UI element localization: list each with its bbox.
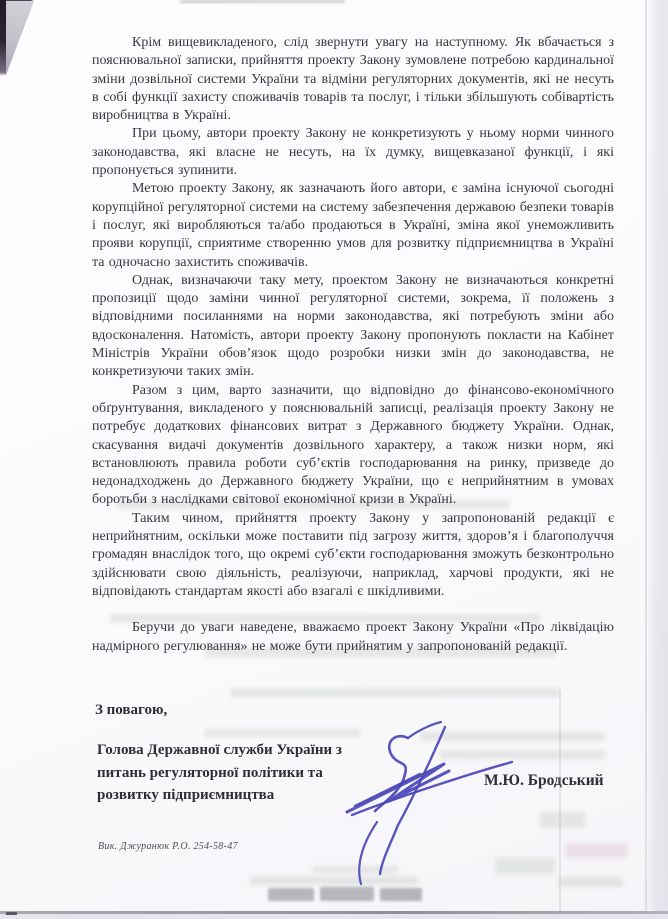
scan-edge-top-left-strip <box>0 0 6 76</box>
paragraph: Разом з цим, варто зазначити, що відповідно до фінансово-економічного обґрунтування, викладеного у пояснювальній записці, реалізація проекту Закону не потребує додаткових фінансових витрат з Державного бюджету України. Однак, скасування видачі документів дозвільного характеру, а також низки норм, які встановлюють правила роботи суб’єктів господарювання на ринку, призведе до недонадходжень до Державного бюджету України, що є неприйнятним в умовах боротьби з наслідками світової економічної кризи в Україні. <box>92 382 614 508</box>
signer-title <box>97 739 342 807</box>
ghost-barcode <box>268 888 314 901</box>
signature-ink <box>325 710 525 895</box>
closing-salutation: З повагою, <box>95 702 168 718</box>
letter-body <box>92 34 614 700</box>
paragraph: Беручи до уваги наведене, вважаємо проект Закону України «Про ліквідацію надмірного регулювання» не може бути прийнятим у запропонованій редакції. <box>92 620 614 654</box>
paragraph: Таким чином, прийняття проекту Закону у запропонованій редакції є неприйнятним, оскільки може поставити під загрозу життя, здоров’я і благополуччя громадян внаслідок того, що окремі суб’єкти господарювання зможуть безконтрольно здійснювати свою діяльність, реалізуючи, наприклад, харчові продукти, які не відповідають стандартам якості або взагалі є шкідливими. <box>92 510 614 599</box>
paragraph: Крім вищевикладеного, слід звернути увагу на наступному. Як вбачається з пояснювальної записки, прийняття проекту Закону зумовлене потребою кардинальної зміни дозвільної системи України та відміни регуляторних документів, які не несуть в собі функції захисту споживачів товарів та послуг, і тільки збільшують собівартість виробництва в Україні. <box>92 35 614 124</box>
scan-top-smudge <box>180 0 345 3</box>
paragraph: При цьому, автори проекту Закону не конкретизують у ньому норми чинного законодавства, які власне не несуть, на їх думку, вищевказаної функції, і які пропонується зупинити. <box>92 126 614 179</box>
signer-title-line: розвитку підприємництва <box>97 787 275 803</box>
signer-title-line: Голова Державної служби України з <box>97 742 342 758</box>
scan-corner-wedge <box>6 1 34 75</box>
signer-name: М.Ю. Бродський <box>484 772 604 789</box>
paragraph: Метою проекту Закону, як зазначають його автори, є заміна існуючої сьогодні корупційної регуляторної системи на систему забезпечення державою безпеки товарів і послуг, які виробляються та/або продаються в Україні, зміна якої унеможливить прояви корупції, сприятиме створенню умов для розвитку підприємництва в Україні та одночасно захистить споживачів. <box>92 181 614 270</box>
paragraph: Однак, визначаючи таку мету, проектом Закону не визначаються конкретні пропозиції щодо заміни чинної регуляторної системи, зокрема, її положень з відповідними посиланнями на норми законодавства, які потребують зміни або вдосконалення. Натомість, автори проекту Закону пропонують покласти на Кабінет Міністрів України обов’язок щодо розробки низки змін до законодавства, не конкретизуючи таких змін. <box>92 272 614 380</box>
scan-edge-bottom-tick <box>6 912 17 915</box>
scan-edge-right <box>646 0 668 919</box>
scan-edge-bottom-fill <box>0 914 668 919</box>
bleed-through-ghost <box>540 812 585 828</box>
bleed-through-ghost <box>558 877 623 887</box>
bleed-through-ghost <box>565 843 627 858</box>
signer-title-line: питань регуляторної політики та <box>97 764 323 781</box>
executor-note: Вик. Джуранюк Р.О. 254-58-47 <box>98 841 238 852</box>
paper-crease <box>559 690 561 919</box>
